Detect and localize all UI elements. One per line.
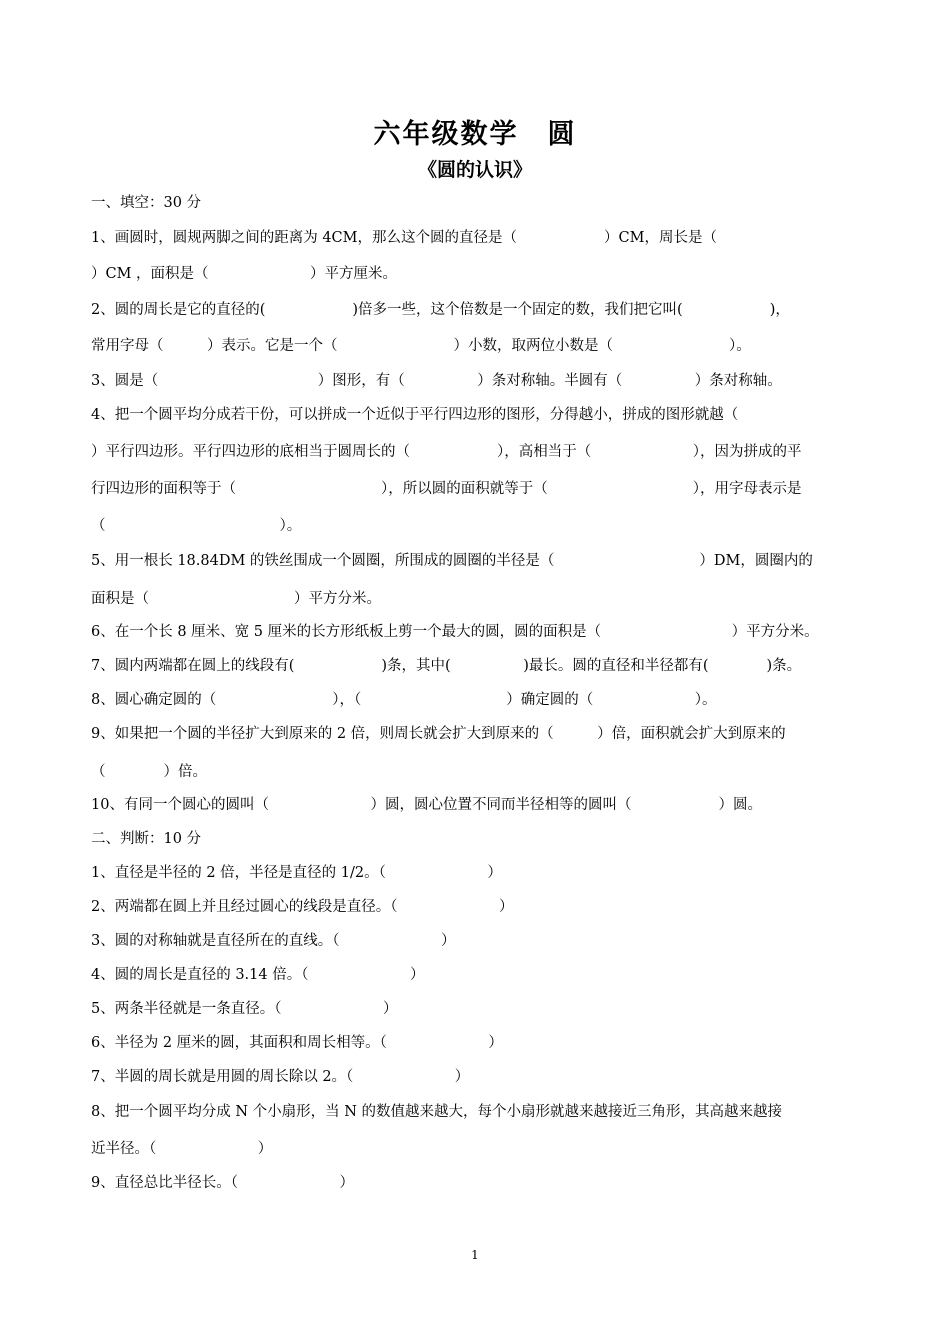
question-line: ）CM ，面积是（ ）平方厘米。 [91, 266, 398, 282]
document-subtitle: 《圆的认识》 [417, 159, 532, 181]
question-line: 1、直径是半径的 2 倍，半径是直径的 1/2。（ ） [91, 865, 502, 881]
question-line: 1、画圆时，圆规两脚之间的距离为 4CM，那么这个圆的直径是（ ）CM，周长是（ [91, 230, 717, 246]
question-line: 3、圆是（ ）图形，有（ ）条对称轴。半圆有（ ）条对称轴。 [91, 373, 782, 389]
page-number: 1 [471, 1248, 479, 1262]
question-line: 7、半圆的周长就是用圆的周长除以 2。（ ） [91, 1069, 470, 1085]
question-line: 3、圆的对称轴就是直径所在的直线。（ ） [91, 933, 456, 949]
question-line: 9、直径总比半径长。（ ） [91, 1175, 354, 1191]
question-line: （ ）倍。 [91, 764, 207, 780]
question-line: 6、在一个长 8 厘米、宽 5 厘米的长方形纸板上剪一个最大的圆，圆的面积是（ ）平方分米。 [91, 624, 819, 640]
question-line: 7、圆内两端都在圆上的线段有( )条，其中( )最长。圆的直径和半径都有( )条。 [91, 658, 802, 674]
question-line: ）平行四边形。平行四边形的底相当于圆周长的（ ），高相当于（ ），因为拼成的平 [91, 444, 802, 460]
question-line: 8、把一个圆平均分成 N 个小扇形，当 N 的数值越来越大，每个小扇形就越来越接近三角形，其高越来越接 [91, 1104, 783, 1120]
question-line: 5、两条半径就是一条直径。（ ） [91, 1001, 398, 1017]
question-line: 近半径。（ ） [91, 1141, 273, 1157]
question-line: 4、把一个圆平均分成若干份，可以拼成一个近似于平行四边形的图形，分得越小，拼成的图形就越（ [91, 407, 739, 423]
question-line: 面积是（ ）平方分米。 [91, 591, 381, 607]
question-line: 8、圆心确定圆的（ ），（ ）确定圆的（ ）。 [91, 692, 717, 708]
question-line: 4、圆的周长是直径的 3.14 倍。（ ） [91, 967, 425, 983]
question-line: 常用字母（ ）表示。它是一个（ ）小数，取两位小数是（ ）。 [91, 338, 751, 354]
question-line: 6、半径为 2 厘米的圆，其面积和周长相等。（ ） [91, 1035, 503, 1051]
section-heading-true-false: 二、判断：10 分 [91, 831, 202, 847]
question-line: 2、圆的周长是它的直径的( )倍多一些，这个倍数是一个固定的数，我们把它叫( )， [91, 302, 790, 318]
question-line: 9、如果把一个圆的半径扩大到原来的 2 倍，则周长就会扩大到原来的（ ）倍，面积就会扩大到原来的 [91, 726, 786, 742]
question-line: 行四边形的面积等于（ ），所以圆的面积就等于（ ），用字母表示是 [91, 481, 802, 497]
section-heading-fill-blank: 一、填空：30 分 [91, 195, 202, 211]
question-line: （ ）。 [91, 518, 302, 534]
document-title: 六年级数学 圆 [373, 119, 577, 150]
question-line: 2、两端都在圆上并且经过圆心的线段是直径。（ ） [91, 899, 514, 915]
question-line: 10、有同一个圆心的圆叫（ ）圆，圆心位置不同而半径相等的圆叫（ ）圆。 [91, 797, 762, 813]
question-line: 5、用一根长 18.84DM 的铁丝围成一个圆圈，所围成的圆圈的半径是（ ）DM，圆圈内的 [91, 553, 813, 569]
